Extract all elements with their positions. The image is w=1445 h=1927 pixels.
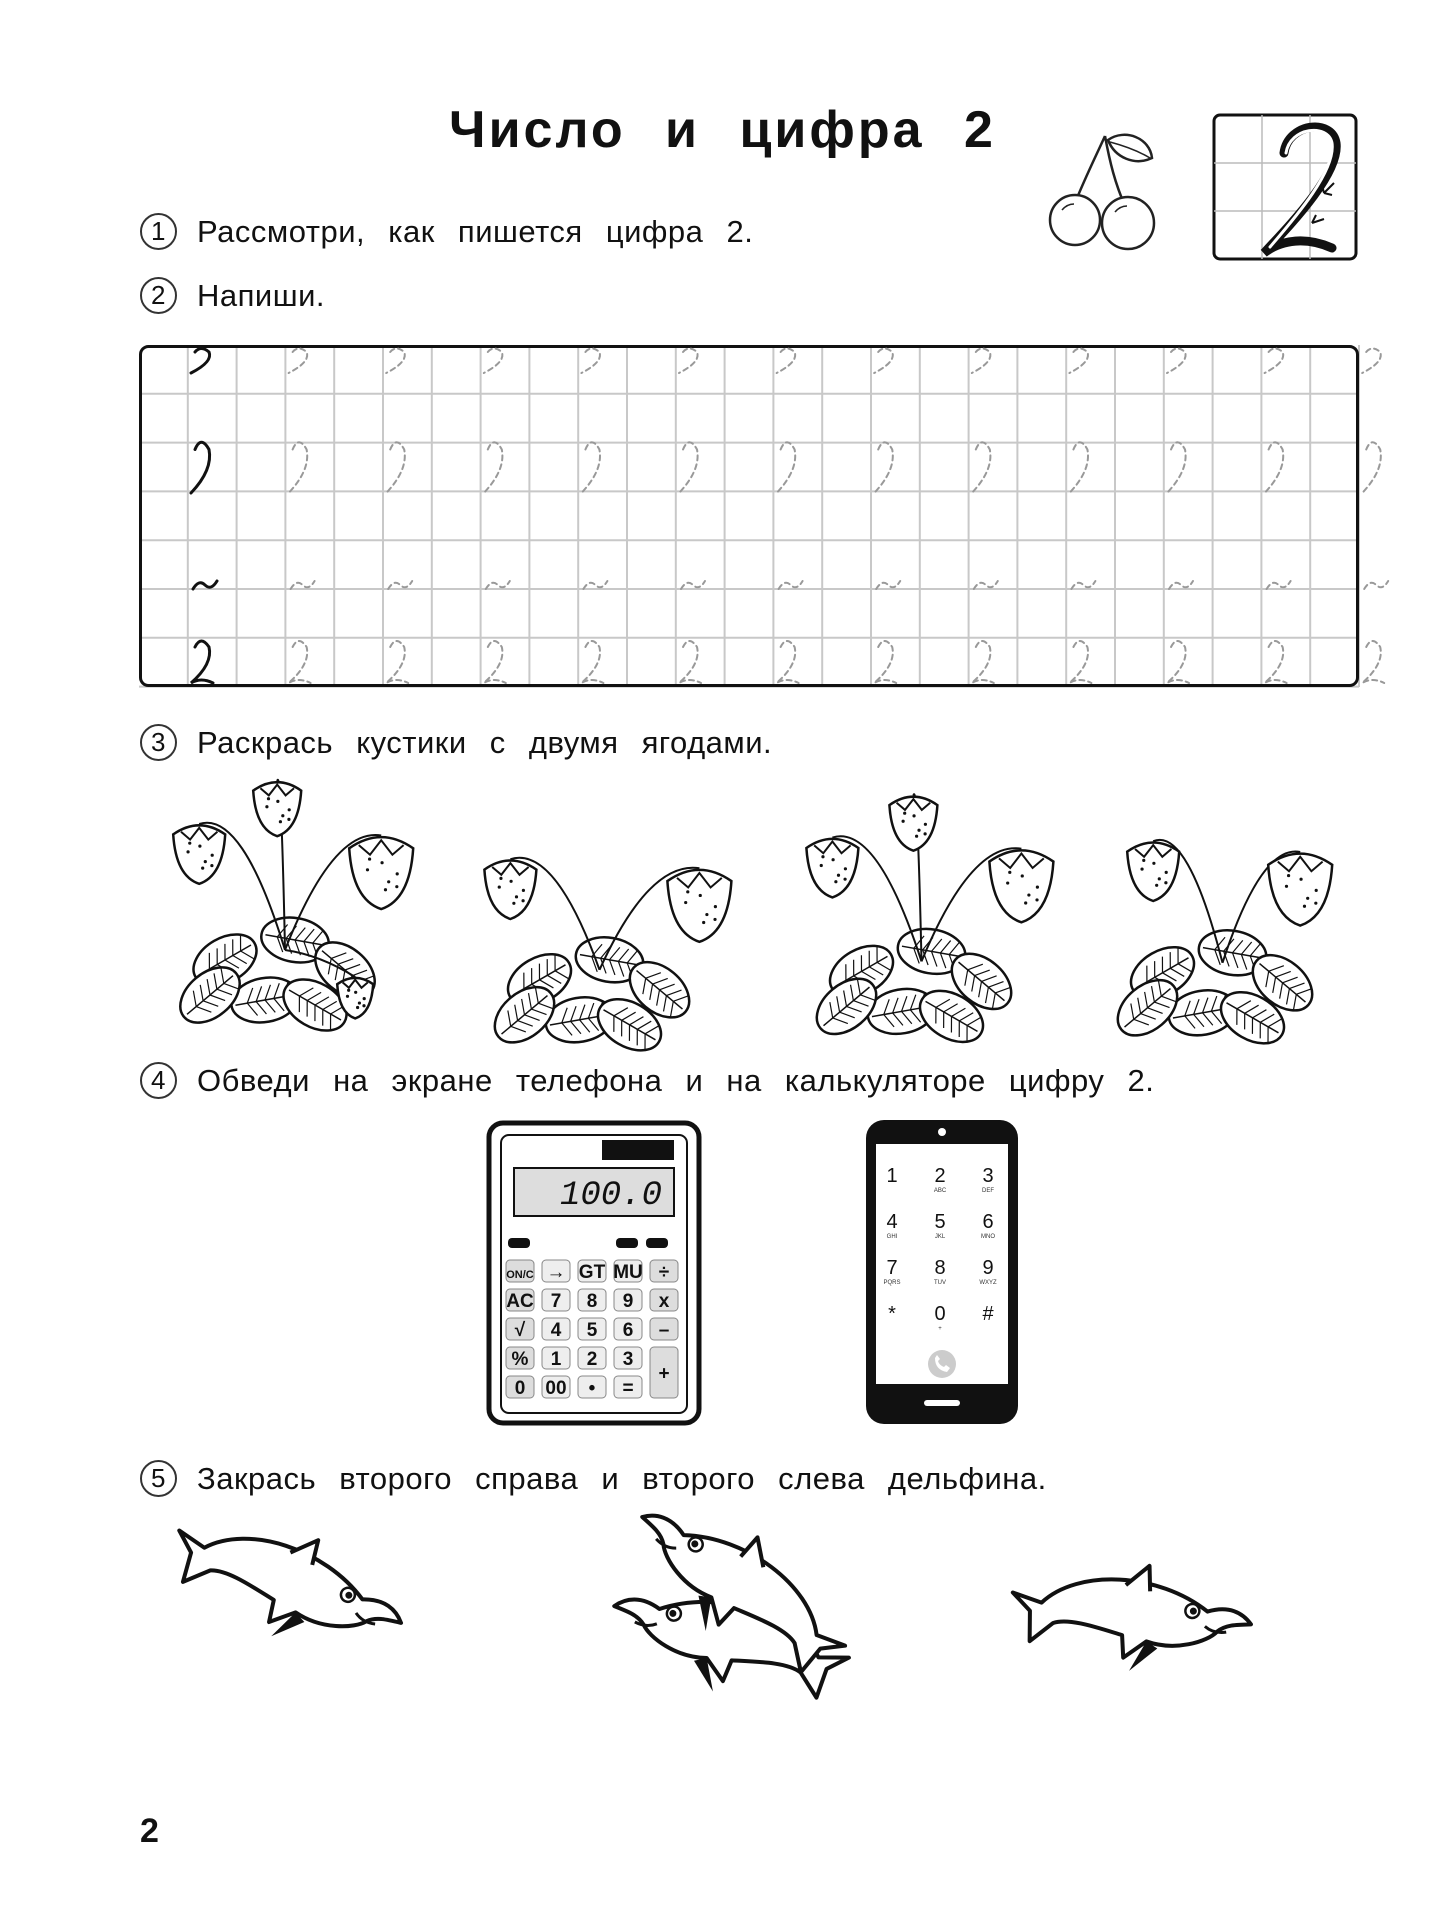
calculator-key[interactable]	[650, 1318, 678, 1341]
digit-two-stroke	[486, 581, 510, 589]
calculator-key[interactable]	[506, 1318, 534, 1341]
dolphins-row	[180, 1520, 1310, 1820]
digit-two-stroke	[581, 349, 600, 374]
calculator-key-label: 9	[622, 1291, 634, 1312]
task-number: 2	[140, 277, 177, 314]
calculator-key[interactable]	[613, 1260, 643, 1283]
task-text: Обведи на экране телефона и на калькуляторе цифру 2.	[197, 1062, 1155, 1098]
phone-key[interactable]	[886, 1165, 897, 1187]
calculator-key[interactable]	[650, 1289, 678, 1312]
strawberry-icon	[484, 861, 536, 920]
page-number: 2	[140, 1812, 159, 1850]
calculator-key[interactable]	[578, 1289, 606, 1312]
phone-key-letters: JKL	[934, 1234, 946, 1240]
digit-two-stroke	[681, 581, 705, 589]
strawberry-bush-icon[interactable]	[800, 795, 1070, 1040]
phone-key-letters: GHI	[886, 1234, 898, 1240]
strawberry-icon	[806, 839, 858, 898]
strawberry-icon	[173, 825, 225, 884]
calculator-key-label: ON/C	[506, 1269, 534, 1281]
calculator-key[interactable]	[614, 1318, 642, 1341]
calculator-key-label: 5	[586, 1320, 598, 1341]
calculator-key[interactable]	[506, 1260, 534, 1282]
calculator-key-label: 00	[545, 1378, 567, 1399]
calculator-key-label: 2	[586, 1349, 598, 1370]
strawberry-icon	[1127, 843, 1179, 902]
writing-grid[interactable]	[139, 345, 1359, 687]
calculator-icon[interactable]	[486, 1120, 702, 1426]
task-text: Раскрась кустики с двумя ягодами.	[197, 724, 773, 760]
digit-two-stroke	[581, 442, 600, 493]
task-number: 3	[140, 724, 177, 761]
calculator-key-label: AC	[506, 1291, 534, 1312]
digit-two-stroke	[1167, 442, 1186, 493]
phone-key[interactable]	[934, 1165, 947, 1194]
digit-two-stroke	[388, 581, 412, 589]
dolphin-icon[interactable]	[1003, 1543, 1258, 1690]
digit-two-stroke	[777, 349, 796, 374]
digit-two-stroke	[779, 581, 803, 589]
digit-two-stroke	[289, 641, 311, 683]
digit-two-stroke	[1362, 349, 1381, 374]
calculator-key-label: =	[622, 1378, 634, 1399]
phone-key-digit: 1	[886, 1165, 898, 1187]
calculator-key-label: →	[546, 1262, 566, 1283]
digit-two-stroke	[1265, 349, 1284, 374]
strawberry-bush-icon[interactable]	[478, 825, 748, 1040]
digit-two-stroke	[1267, 581, 1291, 589]
calculator-key[interactable]	[542, 1318, 570, 1341]
digit-two-stroke	[1169, 581, 1193, 589]
digit-two-sample-icon	[1212, 113, 1358, 261]
calculator-key-label: 1	[550, 1349, 562, 1370]
calculator-key-label: 8	[586, 1291, 598, 1312]
digit-two-stroke	[484, 349, 503, 374]
strawberry-icon	[1268, 854, 1332, 926]
phone-key-letters: +	[938, 1326, 942, 1332]
digit-two-stroke	[874, 442, 893, 493]
task-text: Напиши.	[197, 277, 326, 313]
digit-two-stroke	[679, 349, 698, 374]
digit-two-stroke	[289, 349, 308, 374]
phone-key-letters: ABC	[933, 1188, 947, 1194]
digit-two-stroke	[679, 641, 701, 683]
calculator-key-label: GT	[578, 1262, 606, 1283]
task-5	[140, 1460, 1047, 1497]
strawberry-bush-icon[interactable]	[168, 780, 428, 1030]
phone-key-digit: 2	[934, 1165, 946, 1187]
phone-key[interactable]	[934, 1211, 945, 1240]
digit-two-stroke	[1362, 442, 1381, 493]
calculator-key[interactable]	[614, 1376, 642, 1399]
phone-key-digit: *	[888, 1303, 896, 1325]
digit-two-stroke	[191, 442, 210, 493]
phone-key-digit: 0	[934, 1303, 946, 1325]
task-number: 1	[140, 213, 177, 250]
page-title: Число и цифра 2	[449, 101, 996, 159]
calculator-key[interactable]	[650, 1260, 678, 1283]
phone-key[interactable]	[981, 1211, 995, 1240]
calculator-key-label: x	[658, 1291, 670, 1312]
digit-two-stroke	[1362, 641, 1384, 683]
calculator-key-label: +	[658, 1363, 670, 1385]
strawberry-bush-icon[interactable]	[1128, 800, 1338, 1040]
phone-key-digit: 8	[934, 1257, 946, 1279]
strawberry-icon	[889, 797, 937, 851]
calculator-key[interactable]	[542, 1376, 570, 1399]
calculator-key[interactable]	[578, 1318, 606, 1341]
task-text: Рассмотри, как пишется цифра 2.	[197, 213, 754, 249]
strawberry-icon	[989, 850, 1053, 922]
digit-two-stroke	[1265, 442, 1284, 493]
digit-two-stroke	[386, 349, 405, 374]
phone-key-digit: 7	[886, 1257, 898, 1279]
phone-icon[interactable]	[864, 1118, 1020, 1426]
digit-two-stroke	[874, 349, 893, 374]
calculator-key-label: %	[511, 1349, 529, 1370]
task-4	[140, 1062, 1154, 1099]
digit-two-stroke	[1364, 581, 1388, 589]
calculator-key[interactable]	[650, 1347, 678, 1398]
calculator-key[interactable]	[578, 1376, 606, 1399]
strawberry-icon	[349, 837, 413, 909]
phone-key[interactable]	[982, 1303, 994, 1325]
digit-two-stroke	[193, 581, 217, 589]
phone-key[interactable]	[982, 1165, 994, 1194]
digit-two-stroke	[972, 641, 994, 683]
calculator-key-label: 3	[622, 1349, 634, 1370]
calculator-key[interactable]	[614, 1289, 642, 1312]
digit-two-stroke	[386, 442, 405, 493]
digit-two-stroke	[1265, 641, 1287, 683]
digit-two-stroke	[972, 442, 991, 493]
digit-two-stroke	[679, 442, 698, 493]
calculator-key[interactable]	[614, 1347, 642, 1370]
phone-call-icon[interactable]	[928, 1350, 956, 1378]
calculator-key-label: 6	[622, 1320, 634, 1341]
task-number: 4	[140, 1062, 177, 1099]
calculator-key-label: 0	[514, 1378, 526, 1399]
phone-key-digit: #	[982, 1303, 994, 1325]
cherry-icon	[1040, 128, 1170, 248]
strawberry-icon	[253, 782, 301, 836]
phone-key-letters: TUV	[934, 1280, 946, 1286]
digit-two-stroke	[1167, 641, 1189, 683]
calculator-key-label: ÷	[658, 1262, 670, 1283]
digit-two-stroke	[972, 349, 991, 374]
calculator-key[interactable]	[506, 1347, 534, 1370]
calculator-key-label: 7	[550, 1291, 562, 1312]
calculator-key[interactable]	[578, 1260, 606, 1283]
phone-key[interactable]	[886, 1211, 897, 1240]
digit-two-stroke	[777, 442, 796, 493]
strawberry-icon	[667, 870, 731, 942]
calculator-key[interactable]	[542, 1289, 570, 1312]
phone-key-letters: WXYZ	[979, 1280, 997, 1286]
phone-key-letters: DEF	[982, 1188, 994, 1194]
phone-key-digit: 6	[982, 1211, 994, 1233]
phone-key-letters: MNO	[981, 1234, 995, 1240]
calculator-key-label: –	[658, 1320, 670, 1341]
calculator-key-label: MU	[613, 1262, 643, 1283]
task-3	[140, 724, 772, 761]
phone-key-digit: 9	[982, 1257, 994, 1279]
calculator-key[interactable]	[542, 1347, 570, 1370]
digit-two-stroke	[191, 641, 213, 683]
digit-two-stroke	[1167, 349, 1186, 374]
calculator-key-label: 4	[550, 1320, 562, 1341]
digit-two-stroke	[291, 581, 315, 589]
digit-two-stroke	[1071, 581, 1095, 589]
calculator-key[interactable]	[542, 1260, 570, 1283]
digit-two-stroke	[484, 442, 503, 493]
task-1	[140, 213, 753, 250]
phone-key-digit: 4	[886, 1211, 898, 1233]
task-number: 5	[140, 1460, 177, 1497]
task-text: Закрась второго справа и второго слева дельфина.	[197, 1460, 1047, 1496]
digit-two-stroke	[876, 581, 900, 589]
digit-two-stroke	[289, 442, 308, 493]
phone-key-digit: 5	[934, 1211, 946, 1233]
digit-two-stroke	[1069, 641, 1091, 683]
digit-two-stroke	[191, 349, 210, 374]
digit-two-stroke	[1069, 442, 1088, 493]
digit-two-stroke	[874, 641, 896, 683]
calculator-display: 100.0	[559, 1177, 662, 1215]
calculator-key[interactable]	[506, 1289, 534, 1312]
digit-two-stroke	[583, 581, 607, 589]
digit-two-stroke	[484, 641, 506, 683]
task-2	[140, 277, 325, 314]
digit-two-stroke	[1069, 349, 1088, 374]
dolphin-icon[interactable]	[155, 1485, 418, 1683]
calculator-key-label: •	[588, 1378, 596, 1399]
digit-two-stroke	[581, 641, 603, 683]
digit-two-stroke	[386, 641, 408, 683]
calculator-key[interactable]	[578, 1347, 606, 1370]
digit-two-stroke	[974, 581, 998, 589]
phone-key-digit: 3	[982, 1165, 994, 1187]
calculator-key-label: √	[514, 1320, 526, 1341]
phone-key[interactable]	[888, 1303, 896, 1325]
phone-key-letters: PQRS	[883, 1280, 901, 1286]
calculator-key[interactable]	[506, 1376, 534, 1399]
digit-two-stroke	[777, 641, 799, 683]
phone-key[interactable]	[934, 1257, 946, 1286]
